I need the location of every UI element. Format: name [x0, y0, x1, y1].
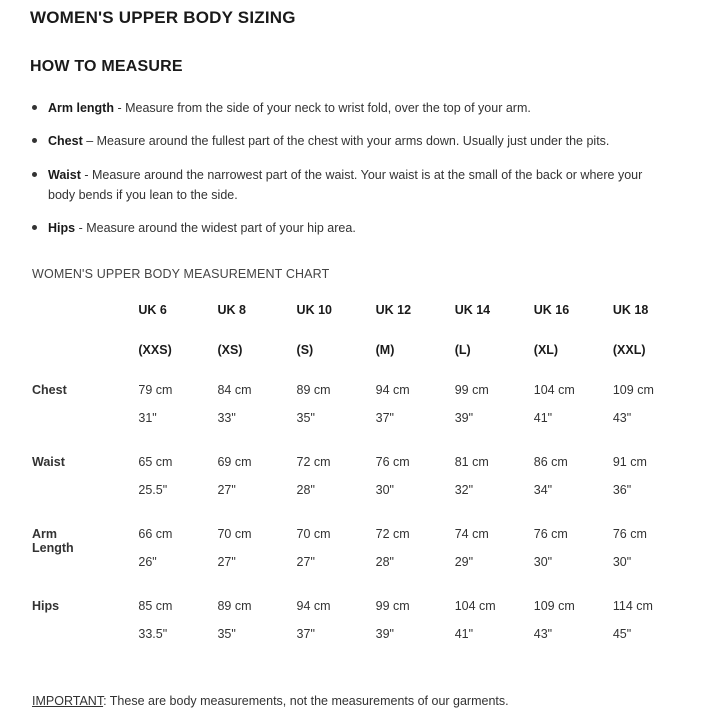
table-corner-cell	[32, 303, 138, 343]
cell-cm: 94 cm	[296, 599, 331, 614]
cell-in: 45"	[612, 627, 632, 642]
cell-in: 25.5"	[138, 483, 168, 498]
letter-size-header: (XL)	[533, 343, 559, 358]
cell-in: 26"	[138, 555, 157, 570]
row-label-arm-length	[32, 527, 138, 599]
row-label-line2: Length	[32, 541, 74, 556]
cell-in: 30"	[375, 483, 394, 498]
row-label-hips	[32, 599, 138, 671]
cell-cm: 72 cm	[296, 455, 331, 470]
row-label-chest	[32, 383, 138, 455]
measure-instructions-list	[0, 98, 720, 238]
measure-term: Waist	[48, 167, 81, 182]
letter-size-header: (M)	[375, 343, 395, 358]
cell-in: 30"	[612, 555, 632, 570]
cell-in: 41"	[454, 627, 474, 642]
cell-in: 37"	[375, 411, 394, 426]
cell-in: 28"	[296, 483, 315, 498]
letter-size-header: (S)	[296, 343, 314, 358]
cell-in: 37"	[296, 627, 315, 642]
cell-cm: 76 cm	[612, 527, 647, 542]
list-item	[48, 218, 690, 238]
cell-cm: 79 cm	[138, 383, 173, 398]
cell-cm: 84 cm	[217, 383, 252, 398]
measurement-chart-caption: WOMEN'S UPPER BODY MEASUREMENT CHART	[32, 267, 330, 282]
table-row	[32, 455, 692, 483]
cell-cm: 99 cm	[375, 599, 410, 614]
cell-cm: 76 cm	[375, 455, 410, 470]
row-label-waist	[32, 455, 138, 527]
measure-term: Hips	[48, 221, 76, 235]
list-item	[48, 165, 690, 206]
measure-text: - Measure around the widest part of your hip area.	[75, 221, 356, 235]
measure-text: - Measure around the narrowest part of the waist. Your waist is at the small of the back or where your body bends if you lean to the side.	[48, 167, 643, 202]
cell-in: 39"	[375, 627, 394, 642]
letter-size-header: (XXL)	[612, 343, 646, 358]
cell-in: 32"	[454, 483, 474, 498]
how-to-measure-heading: HOW TO MEASURE	[30, 58, 183, 75]
footnote-text: : These are body measurements, not the measurements of our garments.	[103, 694, 509, 708]
list-item	[48, 131, 690, 151]
letter-size-header: (L)	[454, 343, 471, 358]
footnote-important-label: IMPORTANT	[32, 694, 104, 708]
cell-in: 31"	[138, 411, 157, 426]
cell-cm: 66 cm	[138, 527, 173, 542]
uk-size-header: UK 12	[375, 303, 412, 318]
row-label-line1: Arm	[32, 527, 58, 542]
measurement-table	[32, 303, 692, 671]
cell-cm: 70 cm	[217, 527, 252, 542]
row-label-line1: Waist	[32, 455, 65, 470]
cell-in: 29"	[454, 555, 474, 570]
cell-in: 36"	[612, 483, 632, 498]
letter-size-header: (XS)	[217, 343, 243, 358]
cell-in: 41"	[533, 411, 553, 426]
cell-cm: 72 cm	[375, 527, 410, 542]
cell-cm: 109 cm	[612, 383, 654, 398]
cell-in: 27"	[217, 555, 236, 570]
cell-cm: 94 cm	[375, 383, 410, 398]
table-header-letter-sizes	[32, 343, 692, 383]
uk-size-header: UK 6	[138, 303, 167, 318]
list-item	[48, 98, 690, 118]
row-label-line1: Hips	[32, 599, 60, 614]
uk-size-header: UK 18	[612, 303, 649, 318]
cell-cm: 76 cm	[533, 527, 568, 542]
measure-text: – Measure around the fullest part of the chest with your arms down. Usually just under the pits.	[82, 134, 610, 149]
cell-cm: 65 cm	[138, 455, 173, 470]
cell-in: 27"	[217, 483, 236, 498]
uk-size-header: UK 14	[454, 303, 491, 318]
cell-in: 30"	[533, 555, 553, 570]
cell-in: 43"	[612, 411, 632, 426]
cell-cm: 104 cm	[454, 599, 496, 614]
cell-cm: 89 cm	[296, 383, 331, 398]
cell-in: 33"	[217, 411, 236, 426]
footnote	[32, 694, 509, 708]
cell-in: 35"	[296, 411, 315, 426]
cell-in: 34"	[533, 483, 553, 498]
cell-cm: 91 cm	[612, 455, 647, 470]
cell-cm: 70 cm	[296, 527, 331, 542]
row-label-line1: Chest	[32, 383, 67, 398]
uk-size-header: UK 10	[296, 303, 332, 318]
cell-cm: 74 cm	[454, 527, 489, 542]
cell-cm: 89 cm	[217, 599, 252, 614]
cell-cm: 81 cm	[454, 455, 489, 470]
cell-in: 39"	[454, 411, 474, 426]
measure-term: Arm length	[48, 101, 114, 115]
table-row	[32, 383, 692, 411]
cell-cm: 69 cm	[217, 455, 252, 470]
cell-in: 35"	[217, 627, 236, 642]
table-row	[32, 527, 692, 555]
cell-cm: 114 cm	[612, 599, 653, 614]
page-title: WOMEN'S UPPER BODY SIZING	[30, 8, 296, 27]
cell-in: 28"	[375, 555, 394, 570]
uk-size-header: UK 8	[217, 303, 246, 318]
measure-term: Chest	[48, 134, 83, 149]
cell-in: 33.5"	[138, 627, 168, 642]
uk-size-header: UK 16	[533, 303, 570, 318]
letter-size-header: (XXS)	[138, 343, 172, 358]
cell-cm: 86 cm	[533, 455, 568, 470]
cell-in: 27"	[296, 555, 315, 570]
measure-text: - Measure from the side of your neck to wrist fold, over the top of your arm.	[113, 101, 531, 115]
cell-cm: 109 cm	[533, 599, 575, 614]
table-row	[32, 599, 692, 627]
cell-cm: 104 cm	[533, 383, 575, 398]
cell-in: 43"	[533, 627, 553, 642]
table-corner-cell	[32, 343, 138, 383]
cell-cm: 85 cm	[138, 599, 173, 614]
table-header-uk-sizes	[32, 303, 692, 343]
cell-cm: 99 cm	[454, 383, 489, 398]
